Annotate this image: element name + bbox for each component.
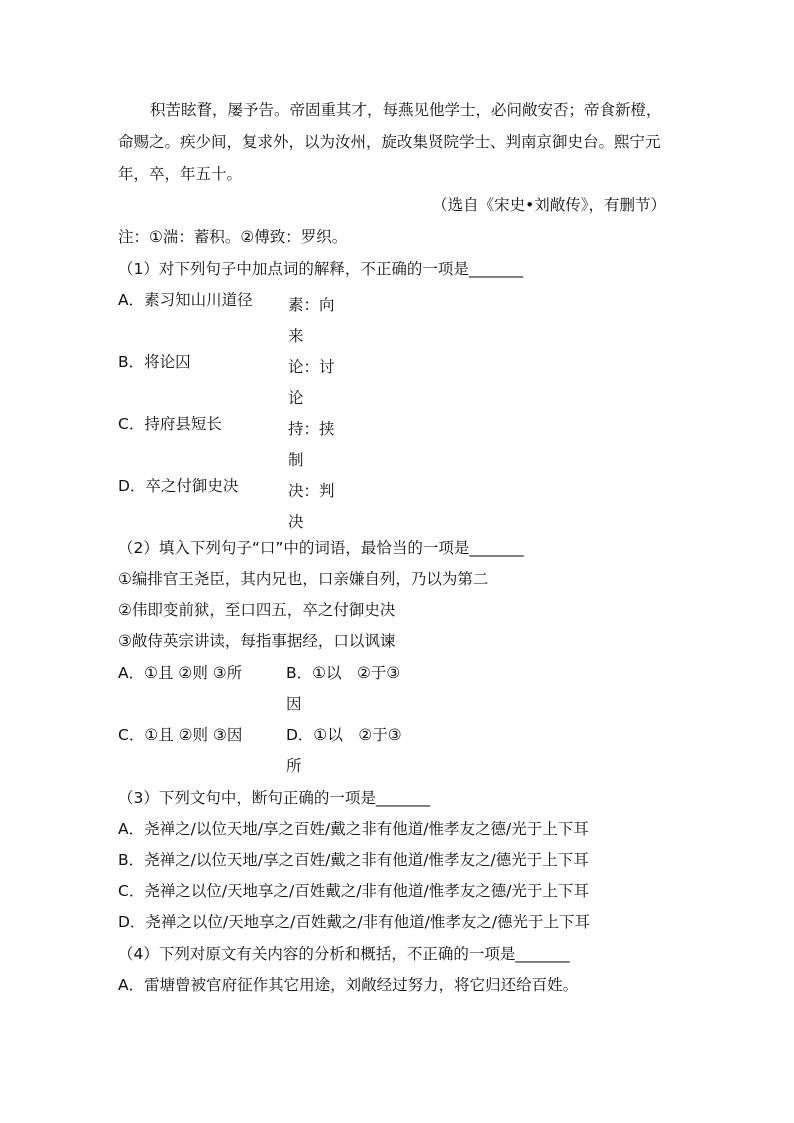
q1-option-d-gloss: 决：判决 (288, 482, 335, 531)
q2-sentence-2: ②伟即变前狱，至口四五，卒之付御史决 (118, 601, 396, 619)
q4-stem: （4）下列对原文有关内容的分析和概括，不正确的一项是_______ (118, 945, 570, 963)
q3-stem: （3）下列文句中，断句正确的一项是_______ (118, 789, 431, 807)
passage-line-1: 积苦眩瞀，屡予告。帝固重其才，每燕见他学士，必问敞安否；帝食新橙， (150, 101, 662, 119)
q2-option-c: C．①且 ②则 ③因 (118, 726, 243, 744)
q3-option-b: B．尧禅之/以位天地/享之百姓/戴之非有他道/惟孝友之/德光于上下耳 (118, 851, 589, 869)
q3-option-a: A．尧禅之/以位天地/享之百姓/戴之非有他道/惟孝友之德/光于上下耳 (118, 820, 589, 838)
q1-option-c-sentence: C．持府县短长 (118, 415, 222, 433)
q3-option-d: D．尧禅之以位/天地享之/百姓戴之/非有他道/惟孝友之/德光于上下耳 (118, 913, 591, 931)
q2-option-a: A．①且 ②则 ③所 (118, 664, 243, 682)
q1-option-a-sentence: A．素习知山川道径 (118, 291, 253, 309)
q2-stem: （2）填入下列句子“口”中的词语，最恰当的一项是_______ (118, 539, 524, 557)
q1-option-d-sentence: D．卒之付御史决 (118, 477, 239, 495)
passage-line-3: 年，卒，年五十。 (118, 165, 243, 183)
q1-option-c-gloss: 持：挟制 (288, 420, 335, 469)
q1-option-a-gloss: 素：向来 (288, 296, 335, 345)
passage-line-2: 命赐之。疾少间，复求外，以为汝州，旋改集贤院学士、判南京御史台。熙宁元 (118, 133, 661, 151)
q3-option-c: C．尧禅之以位/天地享之/百姓戴之/非有他道/惟孝友之德/光于上下耳 (118, 882, 589, 900)
footnote: 注：①湍：蓄积。②傅致：罗织。 (118, 228, 348, 246)
q4-option-a: A．雷塘曾被官府征作其它用途，刘敞经过努力，将它归还给百姓。 (118, 976, 579, 994)
q2-option-b: B．①以 ②于③因 (286, 664, 401, 713)
q2-option-d: D．①以 ②于③所 (286, 726, 402, 775)
q1-option-b-gloss: 论：讨论 (288, 358, 335, 407)
source-citation: （选自《宋史•刘敞传》，有删节） (432, 196, 666, 214)
q1-stem: （1）对下列句子中加点词的解释，不正确的一项是_______ (118, 260, 524, 278)
q1-option-b-sentence: B．将论囚 (118, 353, 191, 371)
q2-sentence-1: ①编排官王尧臣，其内兄也，口亲嫌自列，乃以为第二 (118, 570, 489, 588)
q2-sentence-3: ③敞侍英宗讲读，每指事据经，口以讽谏 (118, 632, 396, 650)
